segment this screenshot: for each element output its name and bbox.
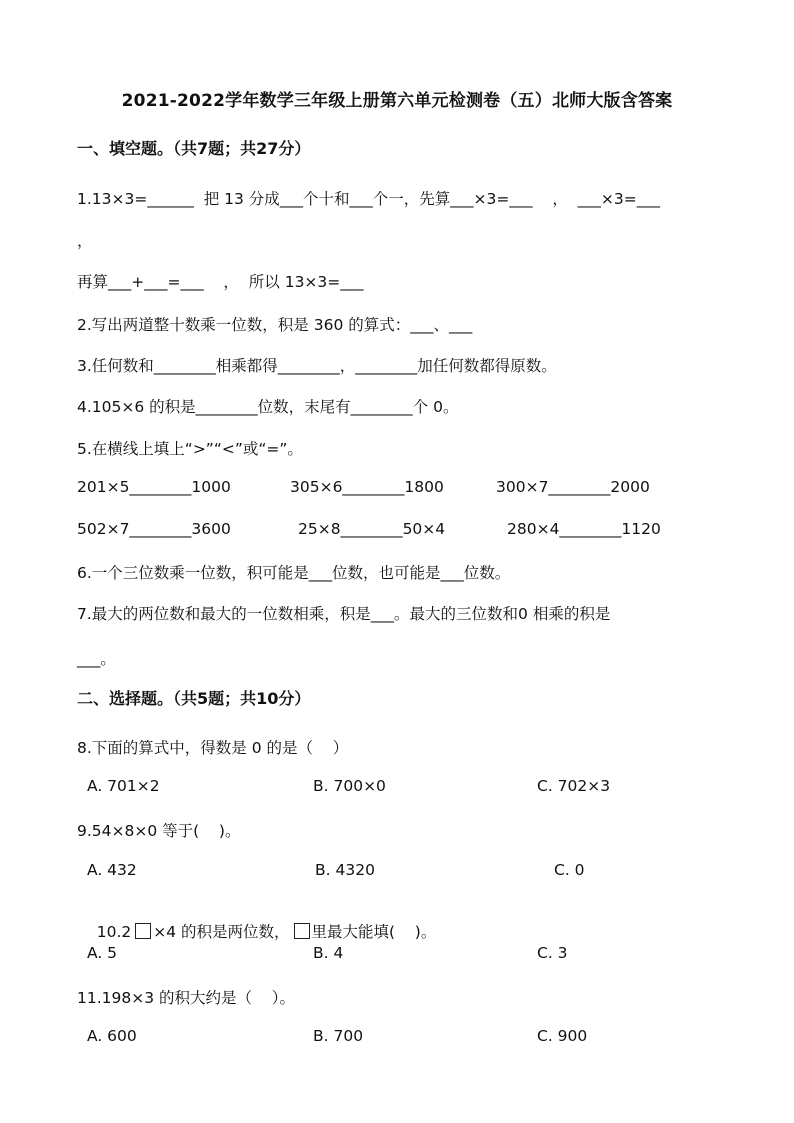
q9-option-a: A. 432 <box>87 861 137 879</box>
q11-option-c: C. 900 <box>537 1027 588 1045</box>
q1-line3: 再算___+___=___ ， 所以 13×3=___ <box>77 273 364 291</box>
q10-stem <box>77 902 436 960</box>
document-title: 2021-2022学年数学三年级上册第六单元检测卷（五）北师大版含答案 <box>121 91 673 111</box>
q5-r1-c1: 201×5________1000 <box>77 478 231 496</box>
q8-option-b: B. 700×0 <box>313 777 386 795</box>
q11-option-a: A. 600 <box>87 1027 137 1045</box>
q5-r2-c1: 502×7________3600 <box>77 520 231 538</box>
q10-stem-part-a: 10.2 <box>96 923 132 941</box>
q10-option-b: B. 4 <box>313 944 344 962</box>
q9-stem: 9.54×8×0 等于( )。 <box>77 822 241 840</box>
q7-line2: ___。 <box>77 650 116 668</box>
section-choice-heading: 二、选择题。（共5题；共10分） <box>77 689 311 708</box>
q3-text: 3.任何数和________相乘都得________，________加任何数都得原数。 <box>77 357 557 375</box>
q4-text: 4.105×6 的积是________位数，末尾有________个 0。 <box>77 398 459 416</box>
q1-line2: ， <box>77 232 93 250</box>
section-fill-heading: 一、填空题。（共7题；共27分） <box>77 139 311 158</box>
q9-option-c: C. 0 <box>554 861 585 879</box>
q8-option-c: C. 702×3 <box>537 777 611 795</box>
q10-stem-part-b: ×4 的积是两位数， <box>153 923 290 941</box>
q6-text: 6.一个三位数乘一位数，积可能是___位数，也可能是___位数。 <box>77 564 511 582</box>
q5-r2-c2: 25×8________50×4 <box>298 520 446 538</box>
q11-stem: 11.198×3 的积大约是（ ）。 <box>77 989 295 1007</box>
q11-option-b: B. 700 <box>313 1027 364 1045</box>
q10-stem-part-c: 里最大能填( )。 <box>311 923 437 941</box>
blank-box-icon <box>135 923 151 939</box>
q8-option-a: A. 701×2 <box>87 777 160 795</box>
q10-option-a: A. 5 <box>87 944 118 962</box>
q7-line1: 7.最大的两位数和最大的一位数相乘，积是___。最大的三位数和0 相乘的积是 <box>77 605 611 623</box>
q9-option-b: B. 4320 <box>315 861 375 879</box>
blank-box-icon <box>294 923 310 939</box>
q5-r2-c3: 280×4________1120 <box>507 520 661 538</box>
q2-text: 2.写出两道整十数乘一位数，积是 360 的算式：___、___ <box>77 316 473 334</box>
q10-option-c: C. 3 <box>537 944 568 962</box>
q5-stem: 5.在横线上填上“>”“<”或“=”。 <box>77 440 303 458</box>
q8-stem: 8.下面的算式中，得数是 0 的是（ ） <box>77 739 349 757</box>
q5-r1-c3: 300×7________2000 <box>496 478 650 496</box>
q5-r1-c2: 305×6________1800 <box>290 478 444 496</box>
q1-line1: 1.13×3=______ 把 13 分成___个十和___个一，先算___×3=___ ， ___×3=___ <box>77 190 661 208</box>
